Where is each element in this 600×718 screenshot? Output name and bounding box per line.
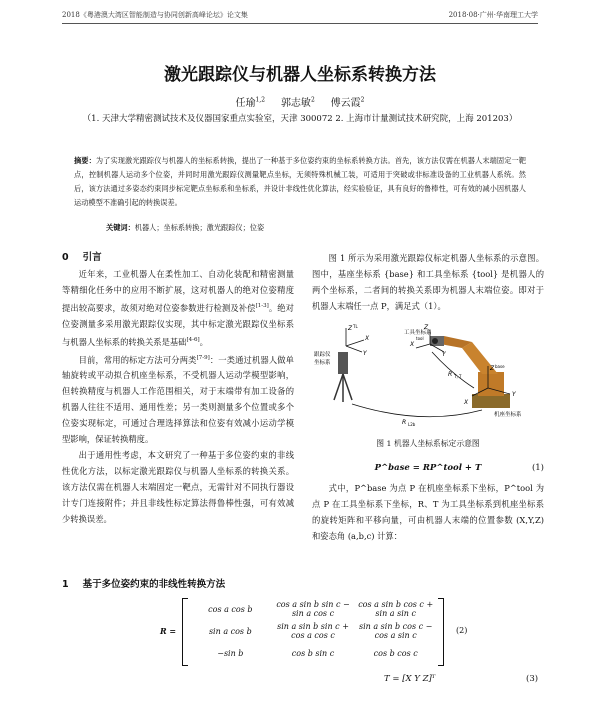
tool-base-rt-sub: T, T (454, 374, 462, 379)
section-1-heading: 1 基于多位姿约束的非线性转换方法 (62, 579, 226, 590)
base-y-label: Y (512, 391, 516, 398)
equation-1-number: (1) (531, 463, 544, 473)
industrial-robot-icon (430, 336, 510, 408)
equation-2-number: (2) (456, 626, 468, 635)
author-3: 傅云霞$^2$ (330, 96, 365, 109)
author-1: 任瑜$^{1,2}$ (235, 96, 266, 109)
matrix-row (183, 642, 443, 664)
abstract-text: 为了实现激光跟踪仪与机器人的坐标系转换，提出了一种基于多位姿约束的坐标系转换方法。首先，该方法仅需在机器人末端固定一靶点，控制机器人运动多个位姿，并同时用激光跟踪仪测量靶点坐标，无须特殊机械工装，可适用于突破或非标准设备的工业机器人系统。然后，该方法通过多姿态约束同步标定靶点坐标系和坐标系，并设计非线性优化算法，经实验验证，具有良好的鲁棒性，可有效的减小因机器人运动模型不准确引起的转换误差。 (74, 156, 526, 207)
tracker-base-rt-sub: L2b (408, 422, 416, 427)
header-right: 2018·08·广州·华南理工大学 (448, 11, 538, 19)
fig-intro-paragraph: 图 1 所示为采用激光跟踪仪标定机器人坐标系的示意图。图中，基座坐标系 {base} 和工具坐标系 {tool} 是机器人的两个坐标系，二者间的转换关系即为机器人末端位姿。即对于机器人末端任一点 P，满足式（1）。 (312, 253, 544, 311)
tool-base-rt-label: R (448, 371, 453, 378)
tracker-x-label: X (365, 335, 370, 342)
tracker-z-sup: TL (353, 324, 358, 329)
robot-calibration-diagram (312, 322, 544, 430)
equation-1: P^base = RP^tool + T (1) (312, 460, 544, 476)
matrix-cell: sin a sin b cos c − cos a sin c (358, 622, 433, 640)
equation-2-lhs: R = (160, 626, 177, 636)
matrix-row (183, 598, 443, 620)
tracker-z-label: Z (348, 325, 353, 332)
matrix-cell: cos a sin b sin c − sin a cos c (276, 600, 350, 618)
base-x-label: X (464, 399, 469, 406)
tracker-y-label: Y (363, 350, 367, 357)
tool-to-base-arrow (432, 352, 474, 388)
author-2: 郭志敏$^2$ (280, 96, 315, 109)
figure-1-caption: 图 1 机器人坐标系标定示意图 (376, 439, 480, 448)
tool-y-label: Y (442, 351, 446, 358)
intro-paragraph-3: 出于通用性考虑，本文研究了一种基于多位姿约束的非线性优化方法，以标定激光跟踪仪与机器人坐标系的转换关系。该方法仅需在机器人末端固定一靶点，无需针对不同执行器设计专门连接附件；并且非线性标定算法得鲁棒性强，可有效减少转换误差。 (62, 450, 294, 525)
matrix-cell: cos b cos c (373, 648, 418, 658)
section-0-heading: 0 引言 (62, 252, 102, 263)
rotation-matrix (182, 598, 444, 666)
abstract (74, 154, 526, 210)
column-right (312, 250, 544, 544)
matrix-cell: sin a cos b (208, 626, 252, 636)
matrix-cell: cos a sin b cos c + sin a sin c (358, 600, 434, 618)
intro-paragraph-1: 近年来，工业机器人在柔性加工、自动化装配和精密测量等精细化任务中的应用不断扩展，这对机器人的绝对位姿精度提出较高要求，故须对绝对位姿参数进行检测及补偿[1-3]。绝对位姿测量多采用激光跟踪仪实现，其中标定激光跟踪仪坐标系与机器人坐标系的转换关系是基础[4-6]。 (62, 269, 294, 347)
keywords (106, 223, 264, 233)
paper-title: 激光跟踪仪与机器人坐标系转换方法 (164, 65, 436, 85)
affiliations: （1. 天津大学精密测试技术及仪器国家重点实验室，天津 300072 2. 上海市计量测试技术研究院，上海 201203） (82, 114, 518, 124)
tracker-base-rt-label: R (402, 419, 407, 426)
base-z-label: Z (490, 365, 495, 372)
tool-frame-label: 工具坐标系 (404, 330, 432, 336)
equation-3-expr: T = [X Y Z]ᵀ (384, 674, 436, 684)
matrix-cell: −sin b (217, 648, 244, 658)
eq1-explanation: 式中，P^base 为点 P 在机座坐标系下坐标，P^tool 为点 P 在工具坐标系下坐标，R、T 为工具坐标系到机座坐标系的旋转矩阵和平移向量，可由机器人末端的位置参数 (X,Y,Z) 和姿态角 (a,b,c) 计算： (312, 483, 544, 541)
tool-x-sup: tool (416, 336, 424, 341)
tracker-frame-label-a: 跟踪仪 (314, 352, 331, 358)
tracker-to-base-arrow (352, 404, 482, 417)
keywords-label: 关键词： (106, 223, 135, 232)
header-left: 2018《粤港澳大湾区智能制造与协同创新高峰论坛》论文集 (62, 11, 248, 19)
figure-1 (312, 322, 544, 430)
matrix-row (183, 620, 443, 642)
matrix-cell: cos a cos b (208, 604, 253, 614)
running-header (62, 10, 538, 24)
laser-tracker-icon (334, 352, 352, 402)
keywords-text: 机器人；坐标系转换；激光跟踪仪；位姿 (134, 223, 265, 232)
base-frame-label: 机座坐标系 (494, 412, 522, 418)
equation-2 (160, 598, 550, 668)
tool-z-label: Z (424, 324, 429, 331)
matrix-cell: cos b sin c (291, 648, 335, 658)
equation-3-number: (3) (526, 674, 539, 684)
base-z-sup: base (495, 364, 505, 369)
matrix-cell: sin a sin b sin c + cos a cos c (277, 622, 349, 640)
intro-paragraph-2: 目前，常用的标定方法可分两类[7-9]：一类通过机器人做单轴旋转或平动拟合机座坐标系，不受机器人运动学模型影响，但转换精度与机器人工作范围相关，对于末端带有加工设备的机器人往往不适用、通用性差；另一类则测量多个位置或多个位姿实现标定，可通过合理选择算法和位姿有效减小运动学模型影响，保证转换精度。 (62, 354, 294, 445)
author-list (0, 94, 600, 109)
abstract-label: 摘要： (74, 156, 96, 165)
tool-x-label: X (410, 341, 415, 348)
column-left (62, 250, 294, 527)
tracker-frame-label-b: 坐标系 (314, 360, 331, 366)
